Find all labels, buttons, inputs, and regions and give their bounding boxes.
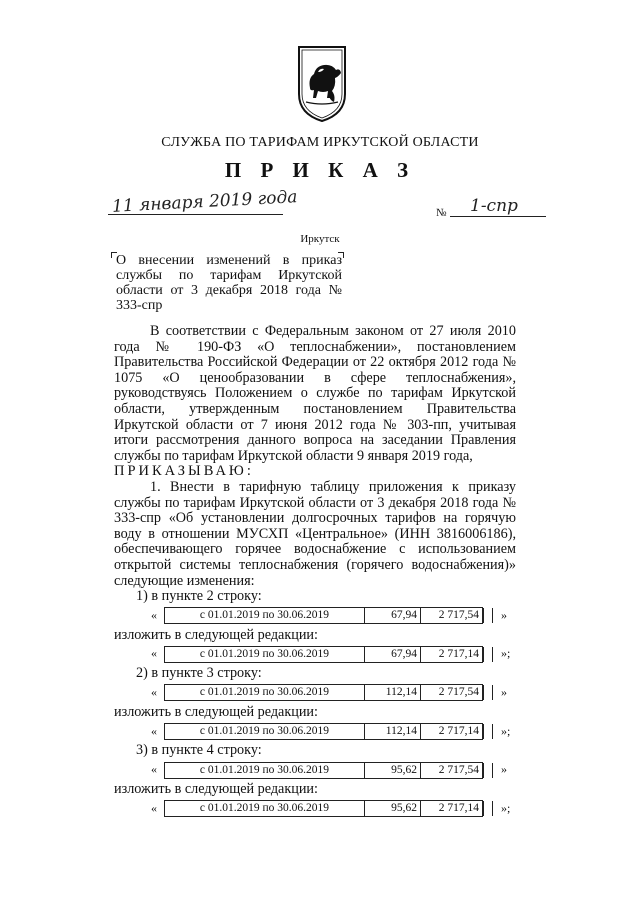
quote-close: » bbox=[501, 762, 507, 777]
tariff-table-row bbox=[164, 646, 483, 663]
table-row-new-3 bbox=[114, 800, 516, 818]
quote-close-semicolon: »; bbox=[501, 800, 511, 815]
agency-name: СЛУЖБА ПО ТАРИФАМ ИРКУТСКОЙ ОБЛАСТИ bbox=[161, 135, 479, 150]
tariff-table-row bbox=[164, 684, 483, 701]
period-cell: с 01.01.2019 по 30.06.2019 bbox=[165, 685, 365, 700]
quote-open: « bbox=[151, 646, 157, 661]
value-cell-2: 2 717,14 bbox=[438, 647, 479, 660]
subitem-3-label: 3) в пункте 4 строку: bbox=[136, 742, 262, 759]
table-row-old-2 bbox=[114, 684, 516, 702]
quote-open: « bbox=[151, 800, 157, 815]
coat-of-arms-emblem bbox=[296, 44, 348, 124]
value-cell-1: 67,94 bbox=[365, 608, 421, 623]
period-cell: с 01.01.2019 по 30.06.2019 bbox=[165, 647, 365, 662]
order-body bbox=[114, 324, 516, 821]
empty-cell bbox=[483, 724, 493, 739]
order-subject: О внесении изменений в приказ службы по тарифам Иркутской области от 3 декабря 2018 года № 333-спр bbox=[116, 253, 342, 313]
value-cell-2: 2 717,54 bbox=[438, 686, 479, 699]
value-cell-1: 95,62 bbox=[365, 801, 421, 816]
handwritten-order-number: 1-спр bbox=[470, 196, 518, 216]
city-name: Иркутск bbox=[300, 233, 340, 245]
empty-cell bbox=[483, 647, 493, 662]
quote-open: « bbox=[151, 607, 157, 622]
period-cell: с 01.01.2019 по 30.06.2019 bbox=[165, 724, 365, 739]
quote-open: « bbox=[151, 762, 157, 777]
item-1-paragraph: 1. Внести в тарифную таблицу приложения к приказу службы по тарифам Иркутской области от 3 декабря 2018 года № 333-спр «Об установлении долгосрочных тарифов на горячую воду в отношении МУСХП «Центральное» (ИНН 3816006186), обеспечивающего горячее водоснабжение с использованием открытой системы теплоснабжения (горячего водоснабжения)» следующие изменения: bbox=[114, 478, 516, 589]
period-cell: с 01.01.2019 по 30.06.2019 bbox=[165, 608, 365, 623]
replace-text: изложить в следующей редакции: bbox=[114, 781, 318, 798]
date-underline bbox=[108, 214, 283, 215]
table-row-old-3 bbox=[114, 761, 516, 779]
value-cell-2: 2 717,54 bbox=[438, 609, 479, 622]
period-cell: с 01.01.2019 по 30.06.2019 bbox=[165, 801, 365, 816]
replace-text: изложить в следующей редакции: bbox=[114, 703, 318, 720]
tariff-table-row bbox=[164, 762, 483, 779]
table-row-new-1 bbox=[114, 645, 516, 663]
quote-close-semicolon: »; bbox=[501, 646, 511, 661]
value-cell-2: 2 717,14 bbox=[438, 802, 479, 815]
order-word: ПРИКАЗЫВАЮ: bbox=[114, 463, 254, 480]
value-cell-1: 95,62 bbox=[365, 763, 421, 778]
empty-cell bbox=[483, 608, 493, 623]
number-sign: № bbox=[436, 207, 447, 219]
quote-open: « bbox=[151, 685, 157, 700]
quote-close: » bbox=[501, 685, 507, 700]
empty-cell bbox=[483, 685, 493, 700]
tariff-table-row bbox=[164, 723, 483, 740]
empty-cell bbox=[483, 763, 493, 778]
period-cell: с 01.01.2019 по 30.06.2019 bbox=[165, 763, 365, 778]
quote-close: » bbox=[501, 607, 507, 622]
subitem-1-label: 1) в пункте 2 строку: bbox=[136, 588, 262, 605]
replace-text: изложить в следующей редакции: bbox=[114, 626, 318, 643]
handwritten-date: 11 января 2019 года bbox=[111, 187, 298, 217]
value-cell-1: 112,14 bbox=[365, 685, 421, 700]
value-cell-1: 67,94 bbox=[365, 647, 421, 662]
tariff-table-row bbox=[164, 607, 483, 624]
value-cell-1: 112,14 bbox=[365, 724, 421, 739]
table-row-old-1 bbox=[114, 607, 516, 625]
tariff-table-row bbox=[164, 800, 483, 817]
number-underline bbox=[450, 216, 546, 217]
value-cell-2: 2 717,14 bbox=[438, 724, 479, 737]
table-row-new-2 bbox=[114, 722, 516, 740]
preamble-paragraph: В соответствии с Федеральным законом от 27 июля 2010 года № 190-ФЗ «О теплоснабжении», постановлением Правительства Российской Федерации от 22 октября 2012 года № 1075 «О ценообразовании в сфере теплоснабжения», руководствуясь Положением о службе по тарифам Иркутской области, утвержденным постановлением Правительства Иркутской области от 7 июня 2012 года № 303-пп, учитывая итоги рассмотрения данного вопроса на заседании Правления службы по тарифам Иркутской области 9 января 2019 года, bbox=[114, 323, 516, 464]
value-cell-2: 2 717,54 bbox=[438, 763, 479, 776]
empty-cell bbox=[483, 801, 493, 816]
document-type-title: П Р И К А З bbox=[224, 158, 416, 182]
subitem-2-label: 2) в пункте 3 строку: bbox=[136, 665, 262, 682]
quote-open: « bbox=[151, 723, 157, 738]
quote-close-semicolon: »; bbox=[501, 723, 511, 738]
